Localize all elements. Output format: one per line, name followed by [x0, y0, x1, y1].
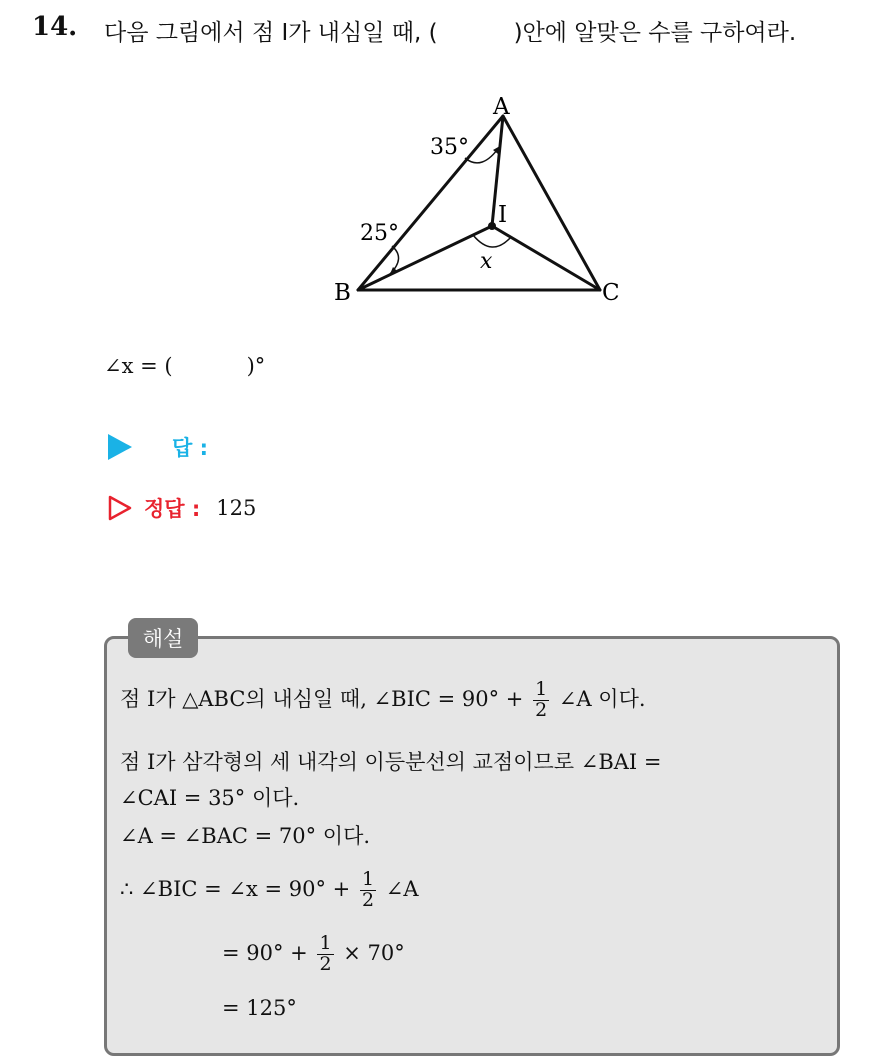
answer-expression: [104, 354, 265, 378]
solution-line-1-b: ∠A 이다.: [558, 686, 646, 711]
question-number: 14.: [32, 12, 78, 42]
label-i: I: [498, 202, 508, 228]
fraction-one-half: [533, 680, 549, 721]
expression-left: ∠x = (: [104, 354, 173, 378]
label-b: B: [334, 280, 351, 306]
incenter-point: [488, 222, 496, 230]
solution-line-1-a: 점 I가 △ABC의 내심일 때, ∠BIC = 90° +: [120, 686, 524, 711]
label-a: A: [493, 94, 510, 120]
solution-line-1: [120, 680, 646, 721]
fraction-numerator: 1: [319, 932, 332, 954]
play-triangle-icon: [108, 434, 132, 460]
correct-answer-value: 125: [216, 496, 257, 520]
angle-label-b: 25°: [360, 221, 399, 246]
solution-line-6: [222, 934, 405, 975]
angle-arc-i: [473, 235, 511, 247]
fraction-denominator: 2: [361, 888, 375, 911]
fraction-numerator: 1: [361, 868, 375, 890]
solution-line-7: = 125°: [222, 996, 297, 1020]
triangle-abc: [358, 116, 600, 290]
outline-triangle-icon: [108, 495, 132, 521]
label-c: C: [602, 280, 620, 306]
solution-line-3: ∠CAI = 35° 이다.: [120, 786, 300, 810]
angle-label-a: 35°: [430, 135, 469, 160]
correct-answer-label: 정답 :: [144, 497, 201, 521]
question-text: [104, 14, 796, 47]
fraction-denominator: 2: [535, 698, 548, 721]
fraction-numerator: 1: [535, 678, 548, 700]
angle-label-x: x: [480, 249, 493, 274]
solution-line-6-a: = 90° +: [222, 940, 308, 965]
solution-line-2: 점 I가 삼각형의 세 내각의 이등분선의 교점이므로 ∠BAI =: [120, 750, 662, 774]
solution-line-6-b: × 70°: [343, 940, 405, 965]
fraction-denominator: 2: [319, 952, 332, 975]
solution-line-4: ∠A = ∠BAC = 70° 이다.: [120, 824, 371, 848]
question-text-before: 다음 그림에서 점 I가 내심일 때, (: [104, 20, 438, 46]
expression-right: )°: [246, 354, 266, 378]
solution-line-5-b: ∠A: [385, 876, 419, 901]
fraction-one-half: [317, 934, 333, 975]
answer-row: [108, 432, 208, 462]
correct-answer-row: [108, 493, 256, 523]
answer-label: 답 :: [172, 436, 208, 460]
question-text-after: )안에 알맞은 수를 구하여라.: [513, 20, 797, 46]
solution-tag: 해설: [128, 618, 198, 658]
solution-line-5-a: ∴ ∠BIC = ∠x = 90° +: [120, 876, 351, 901]
fraction-one-half: [360, 870, 376, 911]
solution-line-5: [120, 870, 419, 911]
triangle-figure: [330, 88, 640, 318]
